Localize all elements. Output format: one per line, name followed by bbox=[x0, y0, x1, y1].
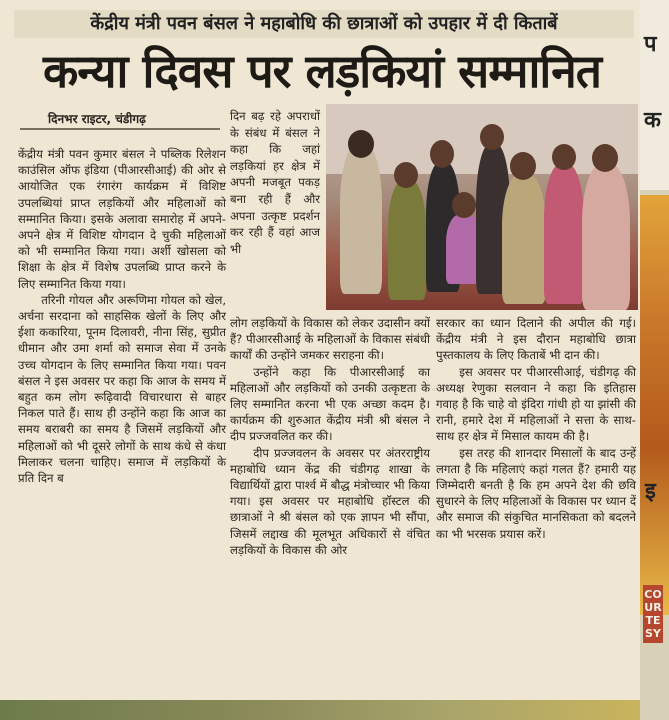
side-text-fragment: प bbox=[644, 32, 657, 57]
bottom-image-strip bbox=[0, 700, 640, 720]
side-photo bbox=[640, 195, 669, 615]
person-head bbox=[394, 162, 418, 188]
person-head bbox=[592, 144, 618, 172]
paragraph: सरकार का ध्यान दिलाने की अपील की गई। केंद्रीय मंत्री ने इस दौरान महाबोधि छात्रा पुस्तकालय के लिए किताबें भी दान की। bbox=[436, 316, 636, 363]
paragraph: उन्होंने कहा कि पीआरसीआई का महिलाओं और लड़कियों को उनकी उत्कृष्टता के लिए सम्मानित करना भी एक अच्छा कदम है। कार्यक्रम की शुरुआत केंद्रीय मंत्री श्री बंसल ने दीप प्रज्जवलित कर की। bbox=[230, 364, 430, 444]
side-text-fragment: क bbox=[644, 108, 661, 133]
kicker-headline: केंद्रीय मंत्री पवन बंसल ने महाबोधि की छात्राओं को उपहार में दी किताबें bbox=[14, 10, 634, 38]
person-head bbox=[348, 130, 374, 158]
main-headline: कन्या दिवस पर लड़कियां सम्मानित bbox=[42, 44, 602, 98]
paragraph: इस तरह की शानदार मिसालों के बाद उन्हें लगता है कि महिलाएं कहां गलत हैं? हमारी यह जिम्मेदारी बनती है कि हम अपने देश की छवि सुधारने के लिए महिलाओं के विकास पर ध्यान दें और समाज की संकुचित मानसिकता को बदलने का भी भरसक प्रयास करें। bbox=[436, 445, 636, 541]
person-head bbox=[480, 124, 504, 150]
paragraph: लोग लड़कियों के विकास को लेकर उदासीन क्यों हैं? पीआरसीआई के महिलाओं के विकास संबंधी कार्यों की उन्होंने जमकर सराहना की। bbox=[230, 316, 430, 363]
person-head bbox=[552, 144, 576, 170]
paragraph: तरिनी गोयल और अरूणिमा गोयल को खेल, अर्चना सरदाना को साहसिक खेलों के लिए और ईशा ककारिया, पूनम दिलावरी, नीना सिंह, सुप्रीत धीमान और उमा शर्मा को समाज सेवा में उनके उच्च योगदान के लिए सम्मानित किया गया। पवन बंसल ने इस अवसर पर कहा कि आज के समय में बहुत कम लोग रूढ़िवादी विचारधारा से बाहर निकल पाते हैं। साथ ही उन्होंने कहा कि आज का समय बराबरी का समय है जिसमें लड़कियों और महिलाओं को भी दूसरे लोगों के साथ कंधे से कंधा मिलाकर चलना चाहिए। समाज में लड़कियों के प्रति दिन ब bbox=[18, 292, 226, 486]
byline: दिनभर राइटर, चंडीगढ़ bbox=[48, 112, 146, 126]
person-figure bbox=[544, 164, 584, 304]
person-head bbox=[452, 192, 476, 218]
courtesy-text: COURTESY bbox=[644, 588, 662, 640]
paragraph: दीप प्रज्जवलन के अवसर पर अंतरराष्ट्रीय महाबोधि ध्यान केंद्र की चंडीगढ़ शाखा के विद्यार्थियों द्वारा पार्श्व में बौद्ध मंत्रोच्चार भी किया गया। इस अवसर पर महाबोधि हॉस्टल की छात्राओं ने श्री बंसल को एक ज्ञापन भी सौंपा, जिसमें लद्दाख की मूलभूत अधिकारों से वंचित लड़कियों के विकास की ओर bbox=[230, 445, 430, 557]
side-text-fragment: इ bbox=[645, 479, 656, 504]
side-text-area bbox=[640, 0, 669, 190]
person-figure bbox=[502, 174, 546, 304]
person-head bbox=[430, 140, 454, 168]
paragraph: केंद्रीय मंत्री पवन कुमार बंसल ने पब्लिक रिलेशन काउंसिल ऑफ इंडिया (पीआरसीआई) की ओर से आयोजित एक रंगारंग कार्यक्रम में विशिष्ट उपलब्धियां प्राप्त लड़कियों और महिलाओं को सम्मानित किया। इसके अलावा समारोह में अपने-अपने क्षेत्र में विशिष्ट योगदान दे चुकी महिलाओं को भी सम्मानित किया गया। अर्शी खोसला को शिक्षा के क्षेत्र में विशेष उपलब्धि प्राप्त करने के लिए सम्मानित किया गया। bbox=[18, 147, 226, 291]
person-figure bbox=[582, 164, 630, 310]
article-column-1 bbox=[18, 146, 226, 486]
paragraph: दिन बढ़ रहे अपराधों के संबंध में बंसल ने कहा कि जहां लड़कियां हर क्षेत्र में अपनी मजबूत पकड़ बना रही हैं और अपना उत्कृष्ट प्रदर्शन कर रही हैं वहां आज भी bbox=[230, 109, 320, 256]
article-column-2-top bbox=[230, 108, 320, 257]
person-figure bbox=[340, 144, 382, 294]
byline-rule bbox=[20, 128, 220, 130]
person-head bbox=[510, 152, 536, 180]
paragraph: इस अवसर पर पीआरसीआई, चंडीगढ़ की अध्यक्ष रेणुका सलवान ने कहा कि इतिहास गवाह है कि चाहे वो इंदिरा गांधी हो या झांसी की रानी, हमारे देश में महिलाओं ने सत्ता के साथ-साथ हर क्षेत्र में मिसाल कायम की है। bbox=[436, 364, 636, 444]
article-column-3 bbox=[436, 315, 636, 542]
person-figure bbox=[388, 180, 426, 300]
adjacent-page-edge bbox=[640, 0, 669, 720]
courtesy-label bbox=[643, 585, 663, 643]
event-photo bbox=[326, 104, 638, 310]
article-column-2 bbox=[230, 315, 430, 558]
